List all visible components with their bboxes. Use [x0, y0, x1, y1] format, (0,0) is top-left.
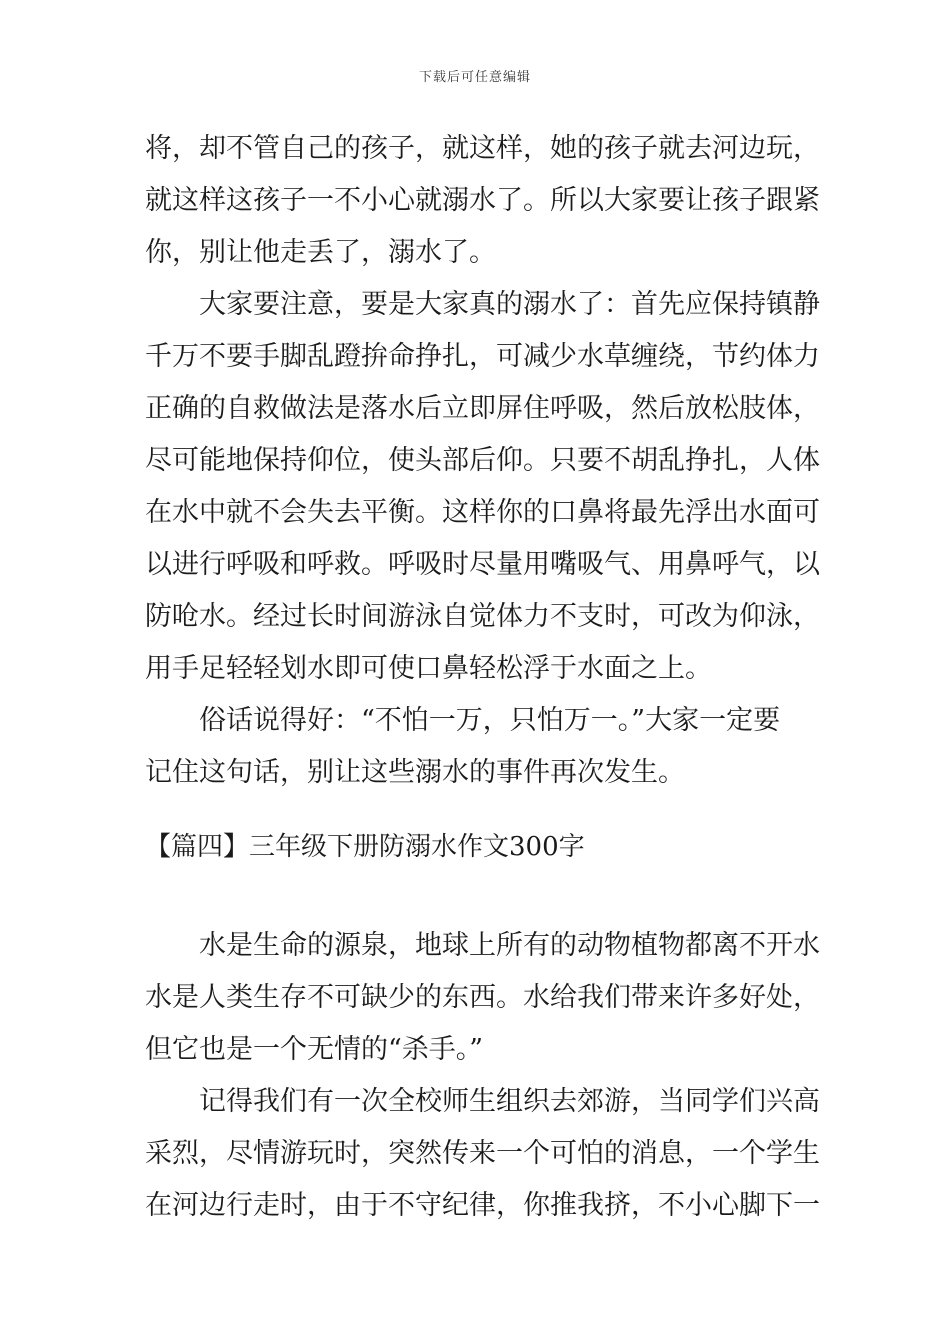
paragraph-line: 记得我们有一次全校师生组织去郊游，当同学们兴高 — [199, 1086, 820, 1117]
paragraph-line: 尽可能地保持仰位，使头部后仰。只要不胡乱挣扎，人体 — [145, 445, 820, 476]
paragraph-line: 采烈，尽情游玩时，突然传来一个可怕的消息，一个学生 — [145, 1138, 820, 1169]
paragraph-line: 大家要注意，要是大家真的溺水了：首先应保持镇静 — [199, 289, 820, 320]
essay-block-1 — [145, 123, 820, 799]
paragraph-line: 防呛水。经过长时间游泳自觉体力不支时，可改为仰泳， — [145, 601, 820, 632]
paragraph-line: 但它也是一个无情的“杀手。” — [145, 1034, 484, 1065]
paragraph-line: 以进行呼吸和呼救。呼吸时尽量用嘴吸气、用鼻呼气，以 — [145, 549, 820, 580]
page-header-note: 下载后可任意编辑 — [418, 70, 531, 85]
essay-block-2 — [145, 920, 820, 1232]
paragraph-line: 水是生命的源泉，地球上所有的动物植物都离不开水 — [199, 930, 820, 961]
paragraph-line: 千万不要手脚乱蹬拚命挣扎，可减少水草缠绕，节约体力 — [145, 341, 820, 372]
paragraph-line: 在水中就不会失去平衡。这样你的口鼻将最先浮出水面可 — [145, 497, 820, 528]
paragraph-line: 正确的自救做法是落水后立即屏住呼吸，然后放松肢体， — [145, 393, 820, 424]
paragraph-line: 在河边行走时，由于不守纪律，你推我挤，不小心脚下一 — [145, 1190, 820, 1221]
paragraph-line: 就这样这孩子一不小心就溺水了。所以大家要让孩子跟紧 — [145, 185, 820, 216]
paragraph-line: 你，别让他走丢了，溺水了。 — [145, 237, 496, 268]
paragraph-line: 水是人类生存不可缺少的东西。水给我们带来许多好处， — [145, 982, 820, 1013]
paragraph-line: 俗话说得好：“不怕一万，只怕万一。”大家一定要 — [199, 705, 781, 736]
section-heading: 【篇四】三年级下册防溺水作文300字 — [145, 832, 585, 862]
paragraph-line: 将，却不管自己的孩子，就这样，她的孩子就去河边玩， — [145, 133, 820, 164]
paragraph-line: 用手足轻轻划水即可使口鼻轻松浮于水面之上。 — [145, 653, 712, 684]
paragraph-line: 记住这句话，别让这些溺水的事件再次发生。 — [145, 757, 685, 788]
